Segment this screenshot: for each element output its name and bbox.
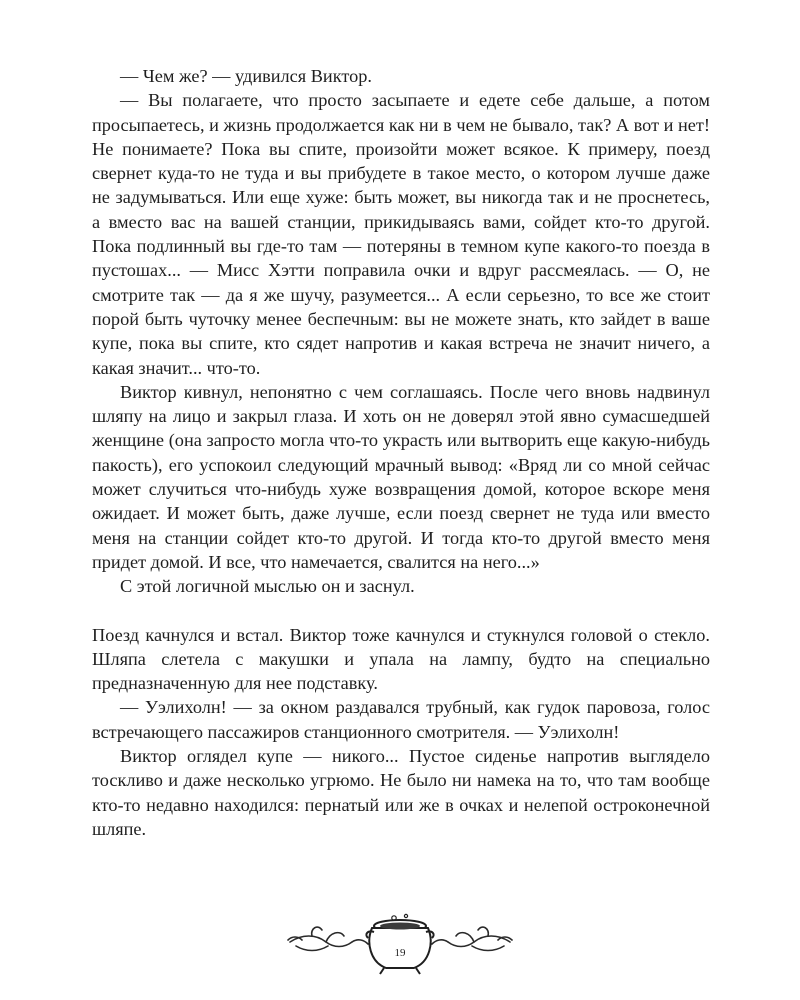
cauldron-ornament-icon <box>282 912 518 976</box>
paragraph: Виктор оглядел купе — никого... Пустое сиденье напротив выглядело тоскливо и даже несколько угрюмо. Не было ни намека на то, что там вообще кто-то недавно находился: пернатый или же в очках и нелепой остроконечной шляпе. <box>92 746 710 839</box>
paragraph: — Вы полагаете, что просто засыпаете и едете себе дальше, а потом просыпаетесь, и жизнь продолжается как ни в чем не бывало, так? А вот и нет! Не понимаете? Пока вы спите, произойти может всякое. К примеру, поезд свернет куда-то не туда и вы прибудете в такое место, о котором лучше даже не задумываться. Или еще хуже: быть может, вы никогда так и не проснетесь, а вместо вас на вашей станции, прикидываясь вами, сойдет кто-то другой. Пока подлинный вы где-то там — потеряны в темном купе какого-то поезда в пустошах... — Мисс Хэтти поправила очки и вдруг рассмеялась. — О, не смотрите так — да я же шучу, разумеется... А если серьезно, то все же стоит порой быть чуточку менее беспечным: вы не можете знать, кто зайдет в ваше купе, пока вы спите, кто сядет напротив и какая встреча не значит ничего, а какая значит... что-то. <box>92 90 710 378</box>
paragraph: С этой логичной мыслью он и заснул. <box>120 576 415 597</box>
page-number: 19 <box>394 947 406 959</box>
paragraph: Поезд качнулся и встал. Виктор тоже качнулся и стукнулся головой о стекло. Шляпа слетела с макушки и упала на лампу, будто на специально предназначенную для нее подставку. <box>92 624 710 694</box>
section-break <box>92 599 710 623</box>
body-text <box>92 64 710 841</box>
paragraph: — Уэлихолн! — за окном раздавался трубный, как гудок паровоза, голос встречающего пассажиров станционного смотрителя. — Уэлихолн! <box>92 697 710 742</box>
paragraph: — Чем же? — удивился Виктор. <box>120 66 372 86</box>
paragraph: Виктор кивнул, непонятно с чем соглашаясь. После чего вновь надвинул шляпу на лицо и закрыл глаза. И хоть он не доверял этой явно сумасшедшей женщине (она запросто могла что-то украсть или вытворить еще какую-нибудь пакость), его успокоил следующий мрачный вывод: «Вряд ли со мной сейчас может случиться что-нибудь хуже возвращения домой, которое вскоре меня ожидает. И может быть, даже лучше, если поезд свернет не туда или вместо меня на станции сойдет кто-то другой. И тогда кто-то другой вместо меня придет домой. И все, что намечается, свалится на него...» <box>92 381 710 572</box>
